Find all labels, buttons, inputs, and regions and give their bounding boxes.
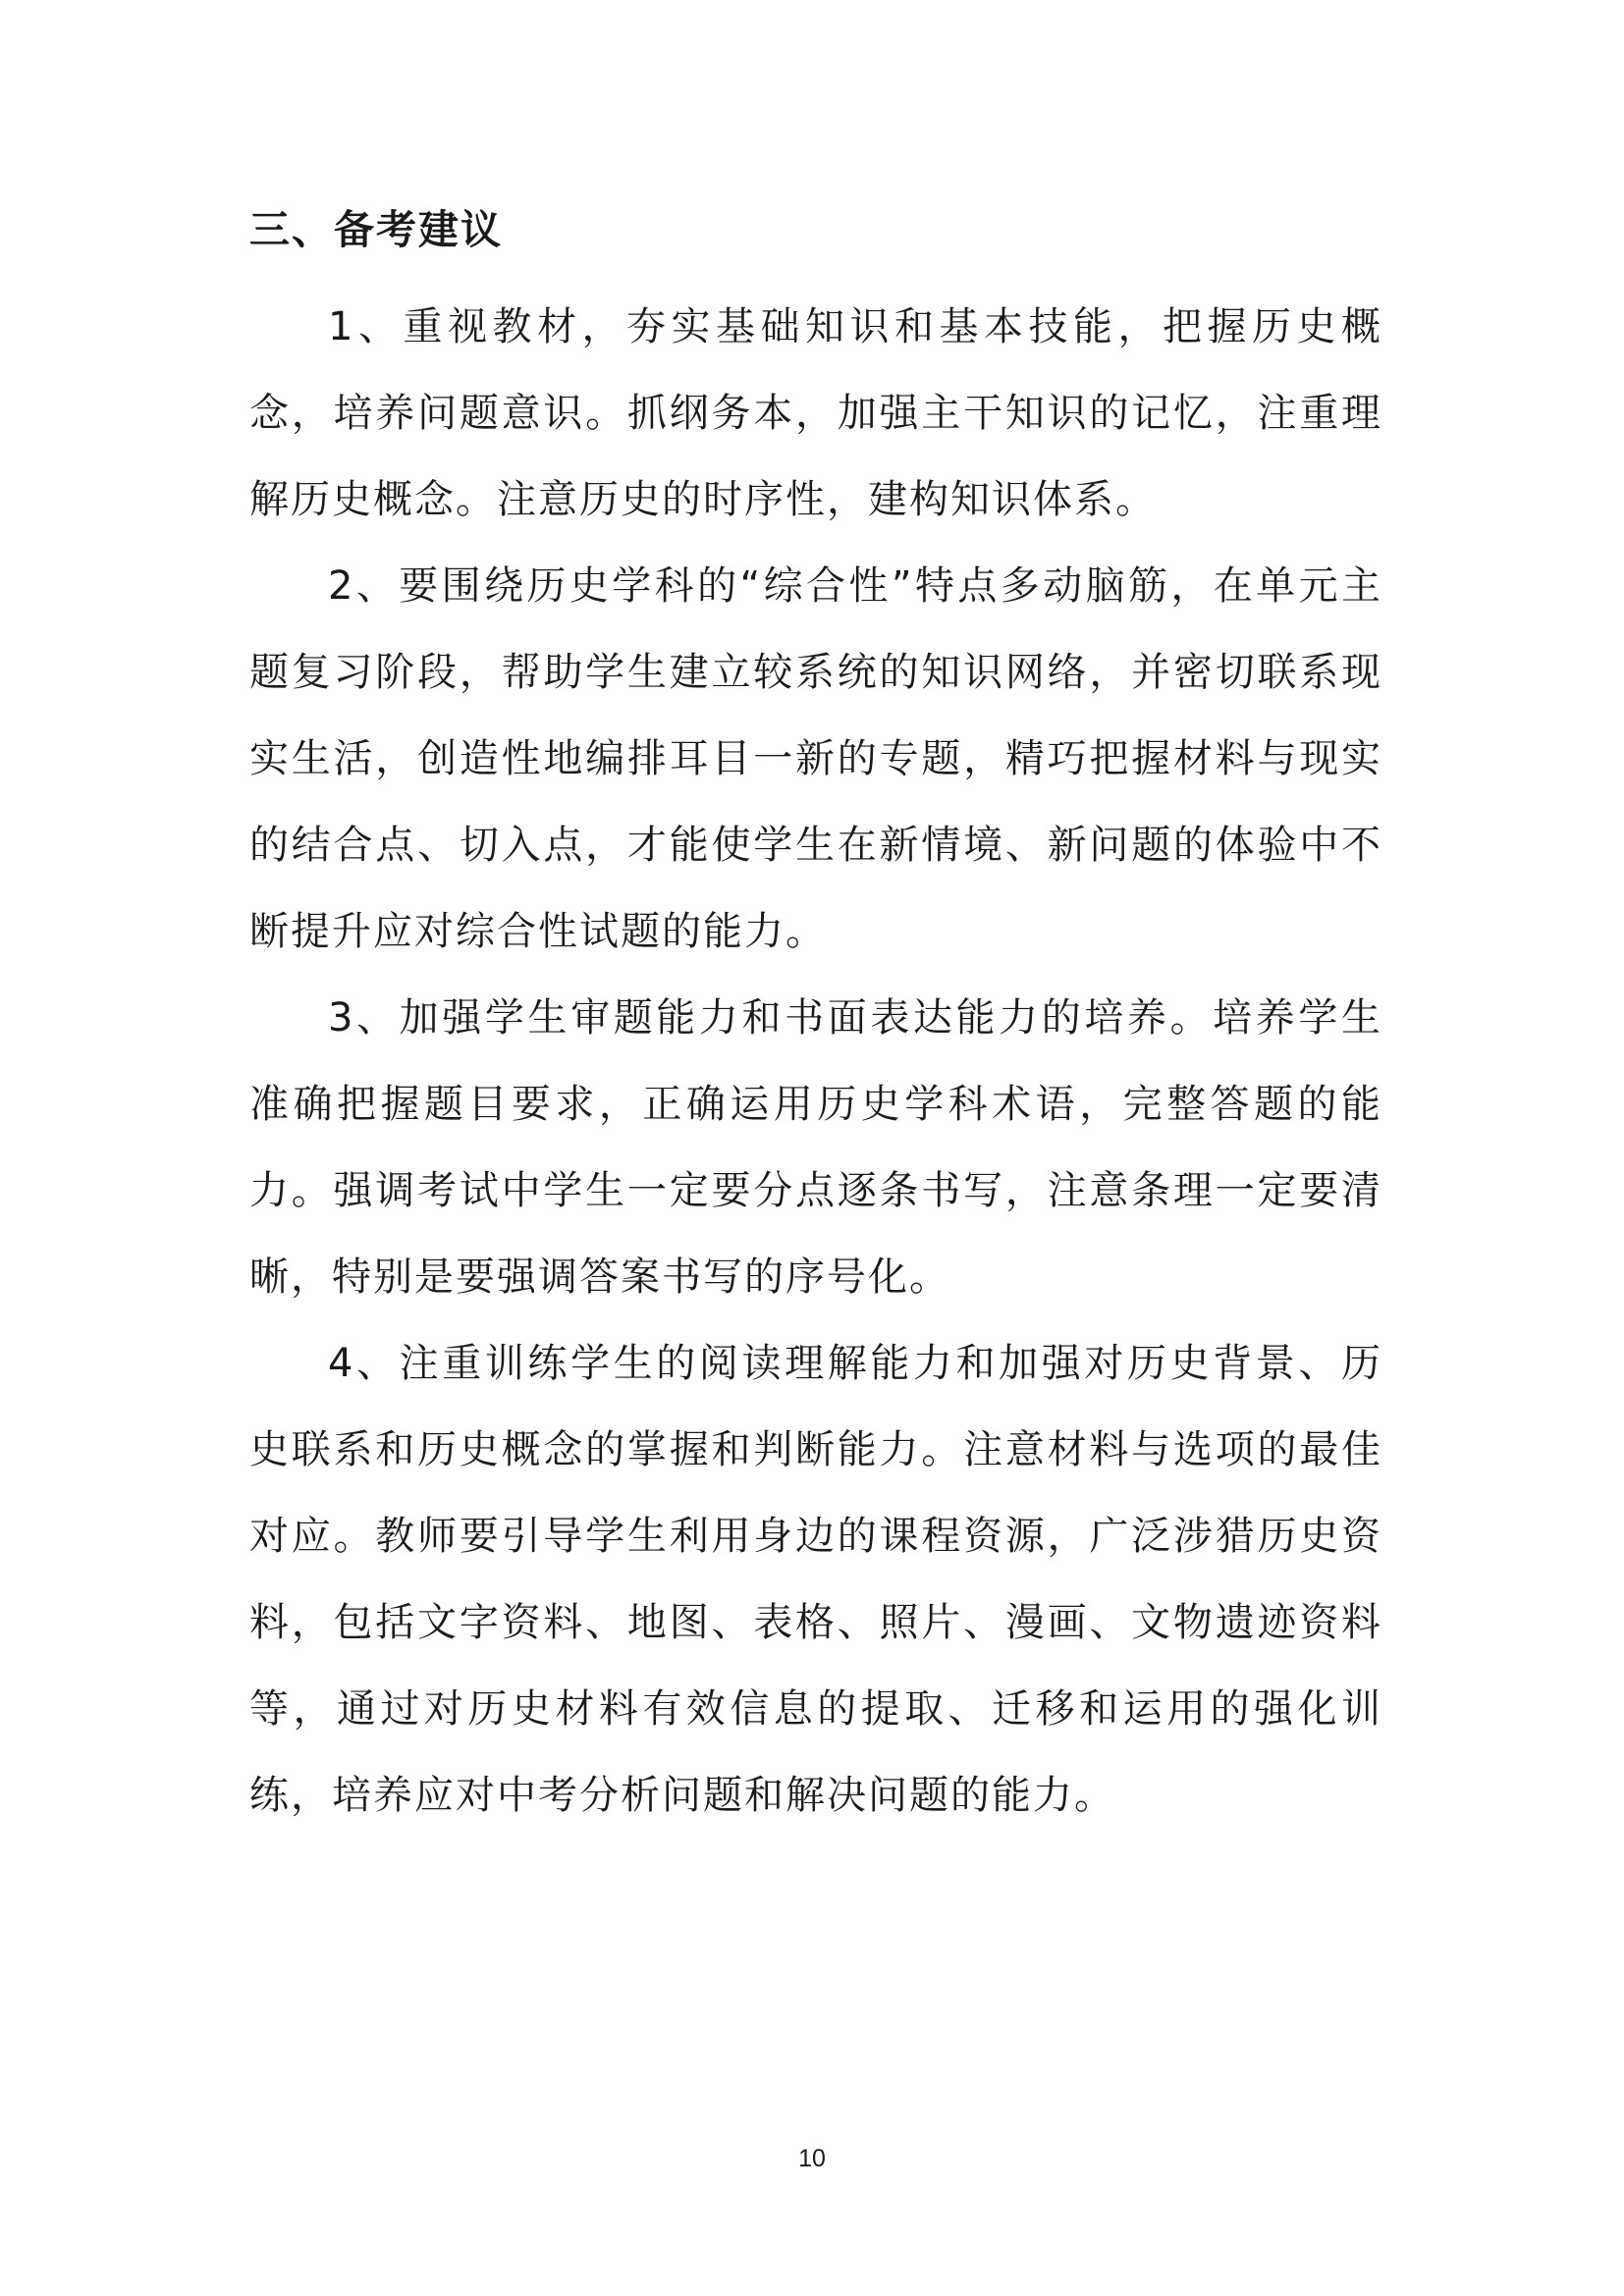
page-number: 10 [798, 2145, 826, 2172]
document-body [249, 201, 1382, 1839]
paragraph-2: 2、要围绕历史学科的“综合性”特点多动脑筋，在单元主题复习阶段，帮助学生建立较系统的知识网络，并密切联系现实生活，创造性地编排耳目一新的专题，精巧把握材料与现实的结合点、切入点，才能使学生在新情境、新问题的体验中不断提升应对综合性试题的能力。 [249, 563, 1382, 954]
paragraph-1: 1、重视教材，夯实基础知识和基本技能，把握历史概念，培养问题意识。抓纲务本，加强主干知识的记忆，注重理解历史概念。注意历史的时序性，建构知识体系。 [249, 304, 1382, 522]
paragraph-4: 4、注重训练学生的阅读理解能力和加强对历史背景、历史联系和历史概念的掌握和判断能力。注意材料与选项的最佳对应。教师要引导学生利用身边的课程资源，广泛涉猎历史资料，包括文字资料、地图、表格、照片、漫画、文物遗迹资料等，通过对历史材料有效信息的提取、迁移和运用的强化训练，培养应对中考分析问题和解决问题的能力。 [249, 1341, 1382, 1818]
section-heading: 三、备考建议 [249, 206, 503, 253]
paragraph-3: 3、加强学生审题能力和书面表达能力的培养。培养学生准确把握题目要求，正确运用历史学科术语，完整答题的能力。强调考试中学生一定要分点逐条书写，注意条理一定要清晰，特别是要强调答案书写的序号化。 [249, 995, 1382, 1300]
